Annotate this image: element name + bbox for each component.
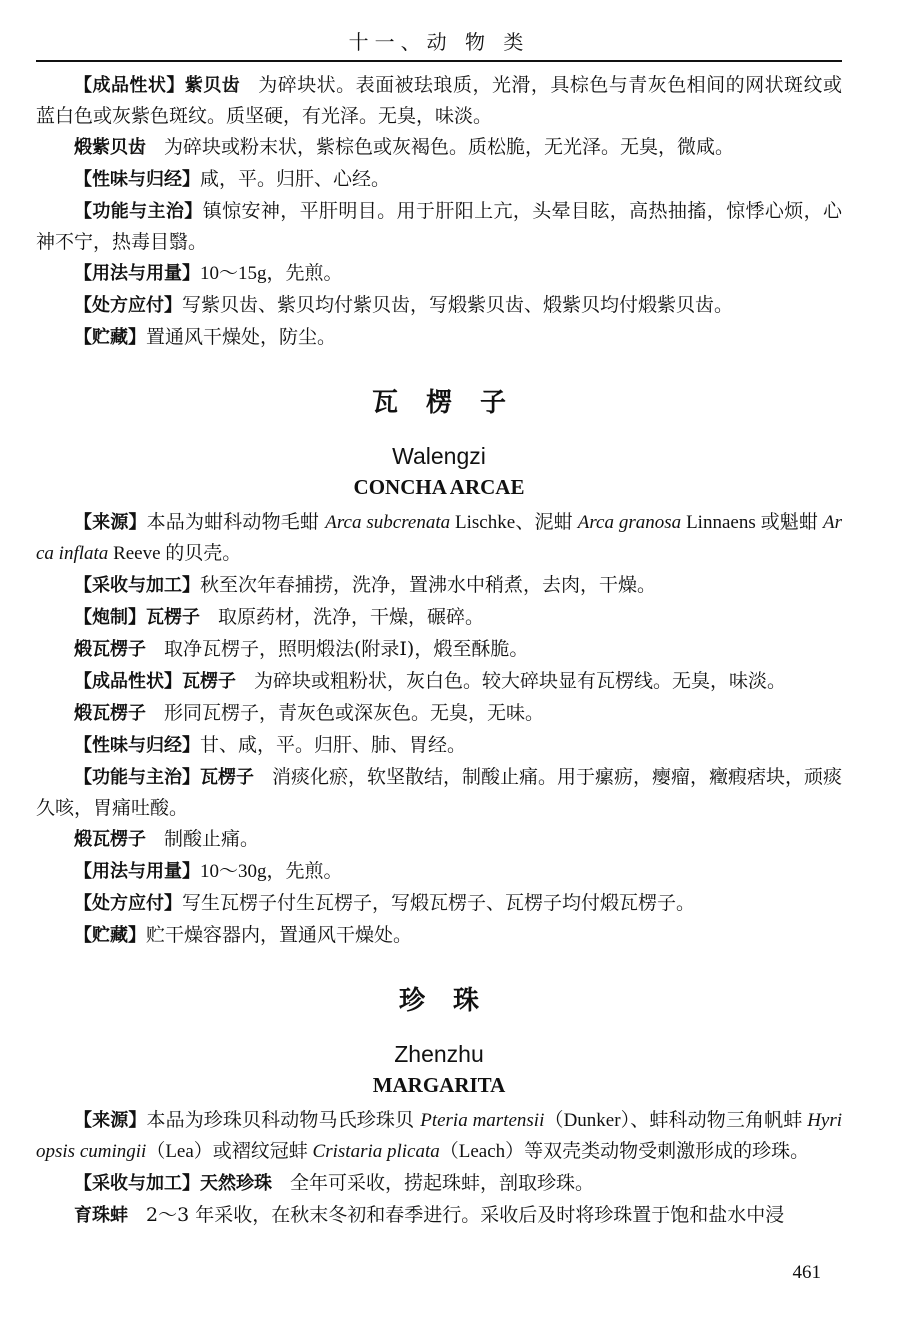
subitem-label: 瓦楞子 xyxy=(182,671,236,692)
subitem-label: 育珠蚌 xyxy=(74,1205,128,1226)
source-text: （Dunker）、蚌科动物三角帆蚌 xyxy=(544,1110,808,1131)
paragraph-characteristics-calcined xyxy=(36,132,842,163)
paragraph-text: 置通风干燥处，防尘。 xyxy=(146,326,337,348)
paragraph-text: 取净瓦楞子，照明煅法(附录Ⅰ)，煅至酥脆。 xyxy=(164,638,529,660)
page-number: 461 xyxy=(792,1262,821,1283)
paragraph-taste-meridian xyxy=(36,730,842,761)
section-label: 【炮制】 xyxy=(74,607,146,628)
subitem-label: 瓦楞子 xyxy=(200,767,254,788)
paragraph-text: 甘、咸，平。归肝、肺、胃经。 xyxy=(200,734,467,756)
section-label: 【来源】 xyxy=(74,512,147,533)
paragraph-text: 制酸止痛。 xyxy=(164,828,260,850)
paragraph-text: 为碎块或粗粉状，灰白色。较大碎块显有瓦楞线。无臭，味淡。 xyxy=(254,670,787,692)
subitem-label: 煅瓦楞子 xyxy=(74,829,146,850)
source-text: Lischke、泥蚶 xyxy=(450,512,578,533)
section-label: 【贮藏】 xyxy=(74,327,146,348)
section-label: 【性味与归经】 xyxy=(74,169,200,190)
page-content xyxy=(36,70,842,1232)
paragraph-text: 为碎块状。表面被珐琅质，光滑，具棕色与青灰色相间的网状斑纹或蓝白色或灰紫色斑纹。质坚硬，有光泽。无臭，味淡。 xyxy=(36,74,842,127)
paragraph-text: 2～3 年采收，在秋末冬初和春季进行。采收后及时将珍珠置于饱和盐水中浸 xyxy=(146,1204,785,1226)
paragraph-text: 10～15g，先煎。 xyxy=(200,263,343,284)
section-label: 【功能与主治】 xyxy=(74,767,200,788)
species-name: Arca subcrenata xyxy=(325,512,451,533)
entry-latin-name: MARGARITA xyxy=(372,1073,506,1097)
paragraph-harvest xyxy=(36,570,842,601)
paragraph-processing xyxy=(36,602,842,633)
section-label: 【采收与加工】 xyxy=(74,575,200,596)
paragraph-text: 取原药材，洗净，干燥，碾碎。 xyxy=(218,606,485,628)
paragraph-harvest-cultured xyxy=(36,1200,842,1231)
paragraph-processing-calcined xyxy=(36,634,842,665)
source-text: Reeve 的贝壳。 xyxy=(108,543,242,564)
subitem-label: 紫贝齿 xyxy=(184,75,241,96)
paragraph-text: 为碎块或粉末状，紫棕色或灰褐色。质松脆，无光泽。无臭，微咸。 xyxy=(164,136,735,158)
section-label: 【用法与用量】 xyxy=(74,263,200,284)
subitem-label: 瓦楞子 xyxy=(146,607,200,628)
paragraph-source xyxy=(36,507,842,569)
entry-pinyin: Zhenzhu xyxy=(394,1041,484,1067)
paragraph-text: 形同瓦楞子，青灰色或深灰色。无臭，无味。 xyxy=(164,702,545,724)
running-header: 十一、动 物 类 xyxy=(348,30,530,54)
paragraph-text: 咸，平。归肝、心经。 xyxy=(200,168,391,190)
section-label: 【成品性状】 xyxy=(74,75,185,96)
section-label: 【采收与加工】 xyxy=(74,1173,200,1194)
paragraph-text: 全年可采收，捞起珠蚌，剖取珍珠。 xyxy=(290,1172,595,1194)
paragraph-harvest xyxy=(36,1168,842,1199)
paragraph-text: 写生瓦楞子付生瓦楞子，写煅瓦楞子、瓦楞子均付煅瓦楞子。 xyxy=(182,892,696,914)
paragraph-prescription xyxy=(36,290,842,321)
paragraph-source xyxy=(36,1105,842,1167)
paragraph-characteristics xyxy=(36,666,842,697)
section-label: 【来源】 xyxy=(74,1110,147,1131)
section-label: 【贮藏】 xyxy=(74,925,146,946)
subitem-label: 煅瓦楞子 xyxy=(74,639,146,660)
paragraph-taste-meridian xyxy=(36,164,842,195)
species-name: Arca inflata xyxy=(36,512,842,564)
paragraph-characteristics-calcined xyxy=(36,698,842,729)
paragraph-function xyxy=(36,762,842,823)
source-text: 本品为蚶科动物毛蚶 xyxy=(146,511,326,533)
paragraph-dosage xyxy=(36,258,842,289)
paragraph-text: 写紫贝齿、紫贝均付紫贝齿，写煅紫贝齿、煅紫贝均付煅紫贝齿。 xyxy=(182,294,734,316)
paragraph-function xyxy=(36,196,842,257)
entry-title: 瓦楞子 xyxy=(371,388,534,418)
paragraph-characteristics xyxy=(36,70,842,131)
paragraph-storage xyxy=(36,322,842,353)
source-text: （Lea）或褶纹冠蚌 xyxy=(146,1141,313,1162)
species-name: Cristaria plicata xyxy=(312,1141,440,1162)
section-label: 【处方应付】 xyxy=(74,893,182,914)
species-name: Arca granosa xyxy=(577,512,682,533)
subitem-label: 天然珍珠 xyxy=(200,1173,272,1194)
species-name: Hyriopsis cumingii xyxy=(36,1110,843,1162)
paragraph-text: 10～30g，先煎。 xyxy=(200,861,343,882)
section-label: 【处方应付】 xyxy=(74,295,182,316)
entry-title: 珍珠 xyxy=(398,986,507,1016)
subitem-label: 煅瓦楞子 xyxy=(74,703,146,724)
source-text: Linnaens 或魁蚶 xyxy=(681,512,823,533)
source-text: 本品为珍珠贝科动物马氏珍珠贝 xyxy=(146,1109,421,1131)
paragraph-text: 秋至次年春捕捞，洗净，置沸水中稍煮，去肉，干燥。 xyxy=(200,574,657,596)
paragraph-prescription xyxy=(36,888,842,919)
subitem-label: 煅紫贝齿 xyxy=(74,137,146,158)
species-name: Pteria martensii xyxy=(420,1110,545,1131)
paragraph-text: 贮干燥容器内，置通风干燥处。 xyxy=(146,924,413,946)
paragraph-dosage xyxy=(36,856,842,887)
entry-pinyin: Walengzi xyxy=(392,443,486,469)
paragraph-text: 镇惊安神，平肝明目。用于肝阳上亢，头晕目眩，高热抽搐，惊悸心烦，心神不宁，热毒目翳。 xyxy=(36,200,843,253)
paragraph-text: 消痰化瘀，软坚散结，制酸止痛。用于瘰疬，瘿瘤，癥瘕痞块，顽痰久咳，胃痛吐酸。 xyxy=(36,766,843,819)
section-label: 【性味与归经】 xyxy=(74,735,200,756)
entry-latin-name: CONCHA ARCAE xyxy=(353,475,525,499)
source-text: （Leach）等双壳类动物受刺激形成的珍珠。 xyxy=(439,1141,810,1162)
section-label: 【成品性状】 xyxy=(74,671,182,692)
paragraph-function-calcined xyxy=(36,824,842,855)
paragraph-storage xyxy=(36,920,842,951)
section-label: 【功能与主治】 xyxy=(74,201,203,222)
section-label: 【用法与用量】 xyxy=(74,861,200,882)
header-rule xyxy=(36,60,842,62)
